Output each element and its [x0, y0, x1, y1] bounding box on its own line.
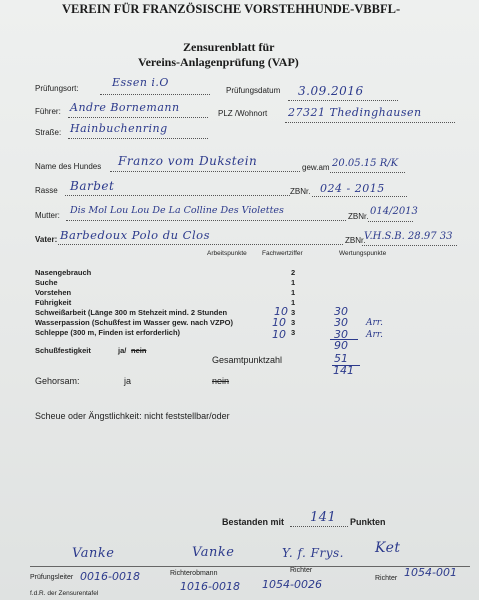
- task-arbeitspunkte: 10: [272, 316, 286, 329]
- task-fachwert: 1: [291, 298, 296, 307]
- hund-value: Franzo vom Dukstein: [118, 154, 258, 168]
- task-fachwert: 3: [291, 308, 296, 317]
- plz-value: 27321 Thedinghausen: [288, 106, 422, 119]
- task-fachwert: 2: [291, 268, 296, 277]
- richterobmann-number: 1016-0018: [180, 580, 240, 593]
- task-fachwert: 1: [291, 288, 296, 297]
- task-label: Suche: [35, 278, 58, 287]
- richter-2-number: 1054-001: [404, 566, 457, 579]
- label-pruefungsleiter: Prüfungsleiter: [30, 574, 74, 581]
- task-wertungspunkte: 30: [334, 328, 348, 341]
- pruefungsort-value: Essen i.O: [112, 76, 169, 89]
- bestanden-value: 141: [310, 510, 337, 525]
- pruefungsort-label: Prüfungsort:: [35, 84, 79, 93]
- signature-4: Ket: [375, 540, 401, 556]
- zbnr3-value: V.H.S.B. 28.97 33: [364, 231, 453, 242]
- fuehrer-label: Führer:: [35, 107, 61, 116]
- plz-label: PLZ /Wohnort: [218, 109, 268, 118]
- zbnr1-value: 024 - 2015: [320, 182, 385, 195]
- task-label: Vorstehen: [35, 288, 72, 297]
- col-wertungspunkte: Wertungspunkte: [339, 250, 387, 257]
- sum-1: 90: [334, 339, 348, 352]
- datum-line: [288, 100, 398, 101]
- schussfest-ja: ja/: [118, 346, 127, 355]
- title-line-1: Zensurenblatt für: [183, 40, 275, 54]
- task-fachwert: 1: [291, 278, 296, 287]
- pruefungsort-line: [100, 94, 210, 95]
- scheue-text: Scheue oder Ängstlichkeit: nicht feststellbar/oder: [35, 411, 230, 421]
- datum-label: Prüfungsdatum: [226, 86, 281, 95]
- plz-line: [285, 122, 455, 123]
- richter-1-number: 1054-0026: [262, 578, 322, 591]
- gehorsam-nein: nein: [212, 376, 230, 386]
- gehorsam-ja: ja: [124, 376, 132, 386]
- strasse-label: Straße:: [35, 128, 62, 137]
- rasse-line: [65, 195, 290, 196]
- task-arbeitspunkte: 10: [274, 305, 288, 318]
- datum-value: 3.09.2016: [298, 84, 364, 98]
- col-fachwertziffer: Fachwertziffer: [262, 250, 303, 257]
- gew-label: gew.am: [302, 163, 330, 172]
- task-label: Führigkeit: [35, 298, 72, 307]
- mutter-value: Dis Mol Lou Lou De La Colline Des Violettes: [70, 205, 284, 216]
- zbnr3-line: [362, 245, 457, 246]
- rasse-value: Barbet: [70, 179, 115, 193]
- task-arbeitspunkte: 10: [272, 328, 286, 341]
- signature-3: Y. f. Frys.: [282, 546, 344, 560]
- gesamt-label: Gesamtpunktzahl: [212, 355, 283, 365]
- task-wertungspunkte: 30: [334, 305, 348, 318]
- task-label: Schleppe (300 m, Finden ist erforderlich): [35, 328, 181, 337]
- task-note: Arr.: [366, 318, 383, 328]
- club-name: VEREIN FÜR FRANZÖSISCHE VORSTEHHUNDE-VBBFL-: [62, 2, 401, 16]
- label-richterobmann: Richterobmann: [170, 570, 218, 577]
- col-arbeitspunkte: Arbeitspunkte: [207, 250, 247, 257]
- label-richter-1: Richter: [290, 567, 313, 574]
- vater-line: [58, 244, 343, 245]
- zbnr2-line: [368, 221, 413, 222]
- title-line-2: Vereins-Anlagenprüfung (VAP): [138, 55, 299, 69]
- pruefungsleiter-number: 0016-0018: [80, 570, 140, 583]
- task-label: Wasserpassion (Schußfest im Wasser gew. nach VZPO): [35, 318, 233, 327]
- vater-value: Barbedoux Polo du Clos: [60, 228, 210, 242]
- fuehrer-value: Andre Bornemann: [70, 101, 180, 114]
- signature-1: Vanke: [72, 546, 115, 561]
- zbnr1-line: [312, 196, 407, 197]
- schussfest-label: Schußfestigkeit: [35, 346, 91, 355]
- hund-line: [110, 171, 300, 172]
- task-note: Arr.: [366, 330, 383, 340]
- task-wertungspunkte: 30: [334, 316, 348, 329]
- bestanden-line: [290, 526, 348, 527]
- task-label: Schweißarbeit (Länge 300 m Stehzeit mind. 2 Stunden: [35, 308, 228, 317]
- strasse-line: [68, 138, 208, 139]
- zbnr3-label: ZBNr.: [345, 236, 366, 245]
- vater-label: Vater:: [35, 235, 58, 244]
- gehorsam-label: Gehorsam:: [35, 376, 80, 386]
- hund-label: Name des Hundes: [35, 162, 102, 171]
- task-label: Nasengebrauch: [35, 268, 92, 277]
- bestanden-label: Bestanden mit: [222, 517, 285, 527]
- rasse-label: Rasse: [35, 186, 58, 195]
- signature-2: Vanke: [192, 545, 235, 560]
- task-fachwert: 3: [291, 328, 296, 337]
- mutter-line: [66, 220, 346, 221]
- mutter-label: Mutter:: [35, 211, 60, 220]
- schussfest-nein: nein: [131, 346, 147, 355]
- label-richter-2: Richter: [375, 575, 398, 582]
- gew-line: [330, 172, 405, 173]
- punkten-label: Punkten: [350, 517, 386, 527]
- gew-value: 20.05.15 R/K: [332, 158, 399, 169]
- zbnr1-label: ZBNr.: [290, 187, 311, 196]
- zbnr2-label: ZBNr.: [348, 212, 369, 221]
- fuehrer-line: [68, 117, 208, 118]
- sum-2: 51: [334, 352, 348, 365]
- zbnr2-value: 014/2013: [370, 206, 418, 217]
- total: 141: [333, 364, 354, 377]
- task-fachwert: 3: [291, 318, 296, 327]
- footer-note: f.d.R. der Zensurentafel: [30, 590, 99, 597]
- strasse-value: Hainbuchenring: [70, 122, 168, 135]
